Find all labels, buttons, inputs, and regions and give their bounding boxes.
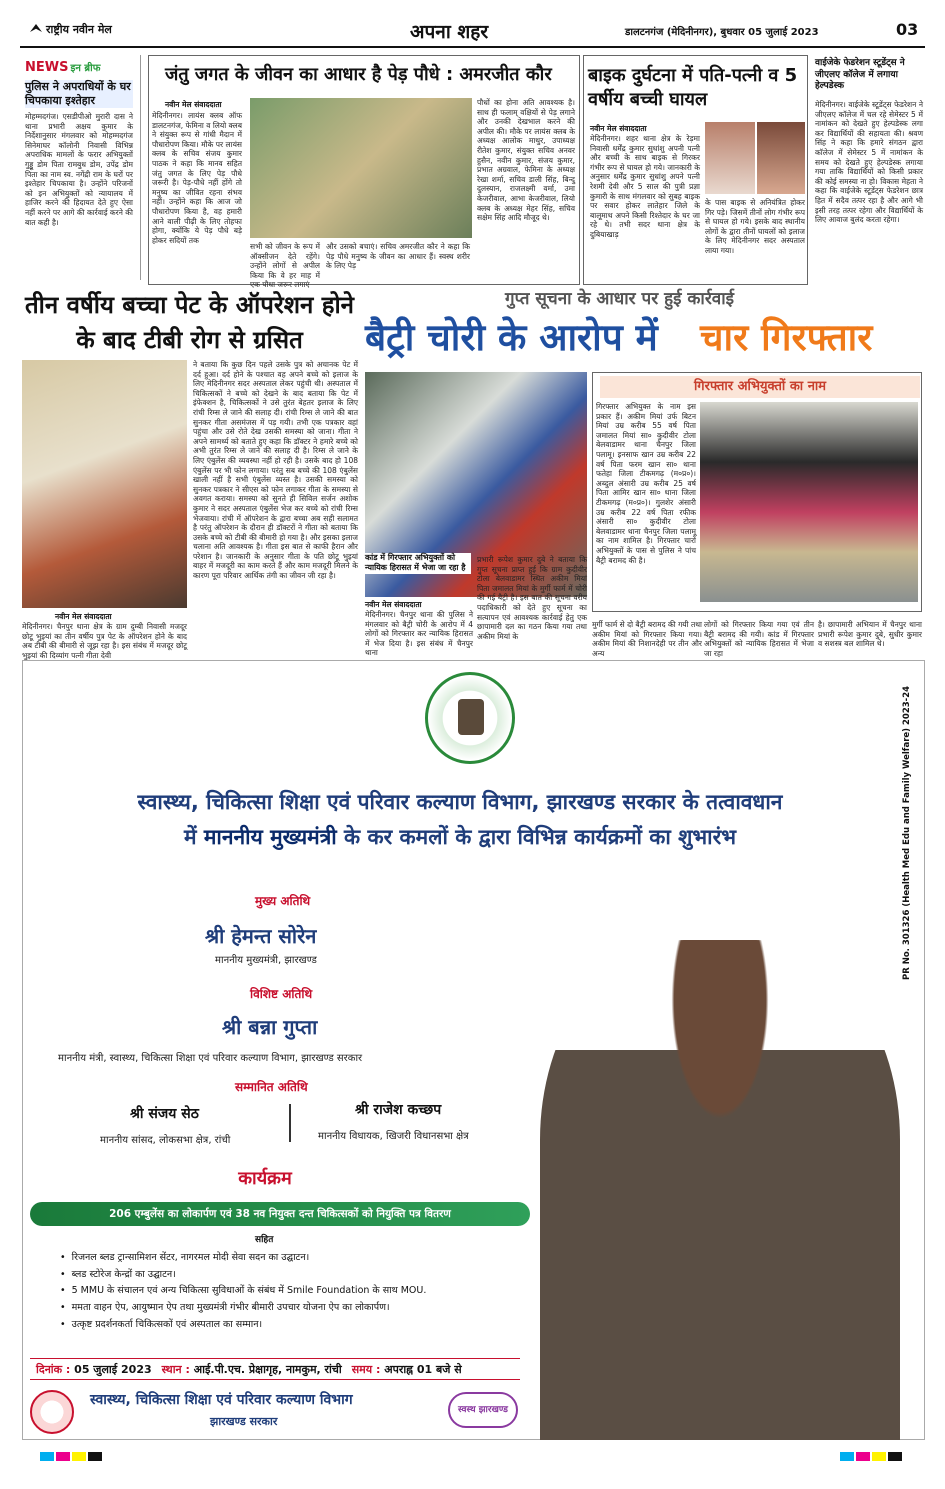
story-helpdesk-body: मेदिनीनगर। वाईजेके स्टूडेंट्स फेडरेशन ने जीएलए कॉलेज में चल रहे सेमेस्टर 5 में नामांकन को देखते हुए हेल्पडेस्क लगा कर विद्यार्थियों की सहायता की। श्रवण सिंह ने कहा कि हमारे संगठन द्वारा कॉलेज में सेमेस्टर 5 में नामांकन के समय को देखते हुए हेल्पडेस्क लगाया गया ताकि विद्यार्थियों को किसी प्रकार की कोई समस्या ना हो। विकास मेहता ने कहा कि वाईजेके स्टूडेंट्स फेडरेशन छात्र हित में सदैव तत्पर रहा है और आगे भी इसी तरह तत्पर रहेगा और विद्यार्थियों के लिए आवाज बुलंद करता रहेगा।: [815, 100, 923, 225]
program-item: • ममता वाहन ऐप, आयुष्मान ऐप तथा मुख्यमंत्री गंभीर बीमारी उपचार योजना ऐप का लोकार्पण।: [60, 1300, 580, 1317]
story-battery-col1: मेदिनीनगर। चैनपुर थाना की पुलिस ने मंगलवार को बैट्री चोरी के आरोप में 4 लोगों को गिरफ्तार कर न्यायिक हिरासत में भेज दिया है। इस संबंध में चैनपुर थाना: [365, 610, 473, 658]
paper-name: राष्ट्रीय नवीन मेल: [46, 23, 112, 36]
story-trees-col3: और उसको बचाएं। सचिव अमरजीत कौर ने कहा कि पेड़ पौधे मनुष्य के जीवन का आधार हैं। स्वस्थ शरीर के लिए पेड़: [326, 242, 470, 271]
story-battery-col5: है। छापामारी अभियान में चैनपुर थाना प्रभारी रूपेश कुमार दुबे, सुधीर कुमार व सशस्त्र बल शामिल थे।: [818, 620, 922, 649]
chief-guest-name: श्री हेमन्त सोरेन: [205, 924, 317, 948]
story-tb-body: ने बताया कि कुछ दिन पहले उसके पुत्र को अचानक पेट में दर्द हुआ। दर्द होने के पश्चात वह अपने बच्चे को इलाज के लिए मेदिनीनगर सदर अस्पताल लेकर पहुंची थी। अस्पताल में चिकित्सकों ने बच्चे को देखने के बाद बताया कि पेट में इंफेक्शन है, चिकित्सकों ने उसे तुरंत बेहतर इलाज के लिए रांची रिम्स ले जाने की सलाह दी। रांची रिम्स ले जाने की बात सुनकर गीता असमंजस में पड़ गयी। तभी एक पत्रकार वहां पहुंचा और उसे रोते देख उसकी समस्या को जाना। गीता ने अपने सामर्थ्य को बताते हुए कहा कि डॉक्टर ने हमारे बच्चे को अभी तुरंत रिम्स ले जाने की सलाह दी है। रिम्स ले जाने के लिए एंबुलेंस की व्यवस्था नहीं हो रही है। उसके बाद हो 108 एंबुलेंस पर भी फोन लगाया। परंतु सब बच्चे की 108 एंबुलेंस खाली नहीं है सभी एंबुलेंस व्यस्त है। उसकी समस्या को सुनकर पत्रकार ने सीएस को फोन लगाकर गीता के समस्या से अवगत कराया। समस्या को सुनते ही सिविल सर्जन अशोक कुमार ने सदर अस्पताल एंबुलेंस भेज कर बच्चे को रांची रिम्स भेजवाया। रांची में ऑपरेशन के द्वारा बच्चा अब सही सलामत है परंतु ऑपरेशन के दौरान ही डॉक्टरों ने गीता को बताया कि उसके बच्चे को टीबी की बीमारी हो गया है। और इसका इलाज चलाना अति आवश्यक है। गीता इस बात से काफी हैरान और परेशान है। जानकारी के अनुसार गीता के पति छोटू भुइयां बाहर में मजदूरी का काम करते हैं और काम मजदूरी मिलने के कारण पूरा परिवार आर्थिक तंगी का जीवन जी रहा है।: [193, 360, 358, 581]
program-item-list: [60, 1250, 580, 1333]
footer-government: झारखण्ड सरकार: [210, 1415, 278, 1428]
honored-guest-2-title: माननीय विधायक, खिजरी विधानसभा क्षेत्र: [318, 1131, 469, 1142]
story-helpdesk-headline: वाईजेके फेडरेशन स्टूडेंट्स ने जीएलए कॉलेज में लगाया हेल्पडेस्क: [815, 58, 905, 92]
program-item: • 5 MMU के संचालन एवं अन्य चिकित्सा सुविधाओं के संबंध में Smile Foundation के साथ MOU.: [60, 1283, 580, 1300]
ad-title-line1: स्वास्थ्य, चिकित्सा शिक्षा एवं परिवार कल्याण विभाग, झारखण्ड सरकार के तत्वावधान: [137, 790, 783, 814]
program-with-label: सहित: [255, 1235, 274, 1245]
story-bike-headline: बाइक दुर्घटना में पति-पत्नी व 5 वर्षीय बच्ची घायल: [588, 65, 798, 111]
guest-divider: [289, 1104, 291, 1142]
pr-number: PR No. 301326 (Health Med Edu and Family Welfare) 2023-24: [902, 685, 912, 980]
mother-child-photo: [22, 360, 187, 608]
program-main-banner: 206 एम्बुलेंस का लोकार्पण एवं 38 नव नियुक्त दन्त चिकित्सकों को नियुक्ति पत्र वितरण: [30, 1202, 530, 1226]
story-trees-col4: पौधों का होना अति आवश्यक है। साथ ही फलाम् वक्षियों से पेड़ लगाने और उनकी देखभाल करने की अपील की। मौके पर लायंस क्लब के अध्यक्ष आलोक माथुर, उपाध्यक्ष रीतेश कुमार, संयुक्त सचिव अनवर हुसैन, नवीन कुमार, संजय कुमार, प्रभात अग्रवाल, फेमिना के अध्यक्ष रेखा शर्मा, सचिव डाली सिंह, बिन्दु दुलस्यान, राजलक्ष्मी वर्मा, उमा केजरीवाल, आभा केजरीवाल, लियो क्लब के अध्यक्ष मेहर सिंह, सचिव सक्षेम सिंह आदि मौजूद थे।: [477, 98, 575, 223]
date-value: 05 जुलाई 2023: [74, 1363, 152, 1376]
time-value: अपराह्न 01 बजे से: [384, 1363, 462, 1376]
story-tb-headline: तीन वर्षीय बच्चा पेट के ऑपरेशन होने के बाद टीबी रोग से ग्रसित: [25, 291, 354, 354]
registration-mark: [872, 1452, 886, 1461]
swasth-jharkhand-badge: स्वस्थ झारखण्ड: [448, 1392, 518, 1428]
chief-guest-label: मुख्य अतिथि: [255, 894, 311, 908]
accused-box-body: गिरफ्तार अभियुक्त के नाम इस प्रकार हैं। अकीम मियां उर्फ बिटन मियां उम्र करीब 55 वर्ष पिता जमालत मियां सा० कुदीवीर टोला बेलवाडामर थाना चैनपुर जिला पलामू। इनसाफ खान उम्र करीब 22 वर्ष पिता फरम खान सा० थाना फतेहा जिला टीकमगढ़ (म०प्र०)। अब्दुल अंसारी उम्र करीब 25 वर्ष पिता आमिर खान सा० थाना जिला टीकमगढ़ (म०प्र०)। गुलशेर अंसारी उम्र करीब 22 वर्ष पिता रफीक अंसारी सा० कुदीवीर टोला बेलवाडामर थाना चैनपुर जिला पलामू का नाम शामिल है। गिरफ्तार चारों अभियुक्तों के पास से पुलिस ने पांच बैट्री बरामद की है।: [596, 402, 696, 565]
news-tag-text: NEWS: [25, 60, 69, 75]
injured-child-photo: [705, 122, 755, 194]
program-item: • उत्कृष्ट प्रदर्शनकर्ता चिकित्सकों एवं अस्पताल का सम्मान।: [60, 1317, 580, 1334]
honored-guest-label: सम्मानित अतिथि: [235, 1080, 308, 1094]
story-battery-byline: नवीन मेल संवाददाता: [365, 600, 422, 609]
story-battery-kicker: गुप्त सूचना के आधार पर हुई कार्रवाई: [505, 289, 734, 309]
registration-mark: [40, 1452, 54, 1461]
accused-box-title: गिरफ्तार अभियुक्तों का नाम: [600, 376, 920, 398]
place-value: आई.पी.एच. प्रेक्षागृह, नामकुम, रांची: [193, 1363, 342, 1376]
ad-title: [30, 785, 890, 854]
special-guest-title: माननीय मंत्री, स्वास्थ्य, चिकित्सा शिक्षा एवं परिवार कल्याण विभाग, झारखण्ड सरकार: [58, 1053, 363, 1064]
registration-mark: [88, 1452, 102, 1461]
special-guest-label: विशिष्ट अतिथि: [250, 987, 313, 1001]
page-number: 03: [896, 20, 919, 39]
program-item: • रिजनल ब्लड ट्रान्सामिशन सेंटर, नागरमल मोदी सेवा सदन का उद्घाटन।: [60, 1250, 580, 1267]
story-bike-body2: के पास बाइक से अनियंत्रित होकर गिर पड़े। जिसमें तीनों लोग गंभीर रूप से घायल हो गये। इसके बाद स्थानीय लोगों के द्वारा तीनों घायलों को इलाज के लिए मेदिनीनगर सदर अस्पताल लाया गया।: [705, 198, 805, 255]
registration-mark: [72, 1452, 86, 1461]
registration-mark: [888, 1452, 902, 1461]
chief-minister-portrait: [540, 940, 900, 1440]
registration-mark: [56, 1452, 70, 1461]
bird-logo-icon: [30, 24, 42, 32]
news-brief-tag: [25, 60, 100, 75]
story-trees-col2: सभी को जीवन के रूप में ऑक्सीजन देते रहेंगे। उन्होंने लोगों से अपील किया कि वे हर माह में एक पौधा जरूर लगाएं: [250, 242, 320, 290]
date-key: दिनांक :: [36, 1363, 71, 1376]
honored-guest-2-name: श्री राजेश कच्छप: [355, 1102, 442, 1118]
story-battery-headline-a: बैट्री चोरी के आरोप में: [365, 316, 658, 359]
chief-guest-title: माननीय मुख्यमंत्री, झारखण्ड: [215, 955, 317, 966]
footer-department: स्वास्थ्य, चिकित्सा शिक्षा एवं परिवार कल्याण विभाग: [90, 1392, 353, 1408]
registration-mark: [840, 1452, 854, 1461]
story-bike-body: मेदिनीनगर। शहर थाना क्षेत्र के रेड़मा निवासी धर्मेंद्र कुमार सुधांशु अपनी पत्नी और बच्ची के साथ बाइक से गिरकर गंभीर रूप से घायल हो गये। जानकारी के अनुसार धर्मेंद्र कुमार सुधांशु अपने पत्नी रेशमी देवी और 5 साल की पुत्री प्रज्ञा कुमारी के साथ मंगलवार को सुबह बाइक पर सवार होकर लातेहार जिले के बालूमाथ अपने किसी रिश्तेदार के घर जा रहे थे। तभी सदर थाना क्षेत्र के दुबियाखाड़: [590, 134, 700, 239]
dateline: डालटनगंज (मेदिनीनगर), बुधवार 05 जुलाई 2023: [625, 27, 819, 38]
event-details-bar: [30, 1358, 520, 1380]
special-guest-name: श्री बन्ना गुप्ता: [222, 1015, 318, 1039]
story-trees-byline: नवीन मेल संवाददाता: [165, 100, 222, 109]
brief-body: मोहम्मदगंज। एसडीपीओ मुरारी दास ने थाना प्रभारी अक्षय कुमार के निर्देशानुसार मंगलवार को मोहम्मदगंज सिनेमाघर कॉलोनी निवासी विभिन्न अपराधिक मामलों के फरार अभियुक्तों गुड्डू डोम पिता रामबुध डोम, उपेंद्र डोम पिता का नाम स्व. नगेंद्री राम के घरों पर इश्तेहार चिपकाया है। उन्होंने परिजनों को इन अभियुक्तों को न्यायालय में हाजिर करने की हिदायत देते हुए ऐसा नहीं करने पर आगे की कार्रवाई करने की बात कही है।: [25, 112, 133, 227]
nhm-logo-icon: [30, 1390, 74, 1434]
story-battery-headline-b: चार गिरफ्तार: [700, 316, 873, 359]
ad-title-part-a: में: [184, 824, 197, 849]
column-divider: [140, 55, 141, 280]
story-battery-col2: प्रभारी रूपेश कुमार दुबे ने बताया कि गुप्त सूचना प्राप्त हुई कि ग्राम कुदीवीर टोला बेलवाडामर स्थित अकीम मियां पिता जमालत मियां के मुर्गी फार्म में चोरी की गई बैट्री है। इस बात की सूचना वरीय पदाधिकारी को देते हुए सूचना का सत्यापन एवं आवश्यक कार्रवाई हेतु एक छापामारी दल का गठन किया गया तथा अकीम मियां के: [477, 555, 587, 641]
honored-guest-1-title: माननीय सांसद, लोकसभा क्षेत्र, रांची: [100, 1135, 231, 1146]
tree-planting-photo: [250, 98, 472, 238]
news-tag-sub: इन ब्रीफ: [70, 63, 101, 74]
place-key: स्थान :: [161, 1363, 190, 1376]
story-trees-headline: जंतु जगत के जीवन का आधार है पेड़ पौधे : अमरजीत कौर: [165, 64, 552, 85]
brief-headline: पुलिस ने अपराधियों के घर चिपकाया इश्तेहार: [25, 80, 133, 108]
story-battery-col4: लोगों को गिरफ्तार किया गया एवं तीन बैट्री बरामद की गयी। कांड में गिरफ्तार अभियुक्तों को न्यायिक हिरासत में भेजा जा रहा: [704, 620, 814, 658]
honored-guest-1-name: श्री संजय सेठ: [130, 1106, 199, 1122]
story-bike-byline: नवीन मेल संवाददाता: [590, 124, 647, 133]
program-label: कार्यक्रम: [238, 1168, 292, 1189]
ad-title-part-c: के कर कमलों के द्वारा विभिन्न कार्यक्रमों का शुभारंभ: [344, 824, 736, 849]
registration-mark: [856, 1452, 870, 1461]
batteries-photo-caption: कांड में गिरफ्तार अभियुक्तों को न्यायिक हिरासत में भेजा जा रहा है: [365, 553, 471, 574]
ad-title-line2: [30, 820, 890, 855]
ad-title-part-b: माननीय मुख्यमंत्री: [203, 824, 337, 849]
arrested-men-photo: [700, 402, 918, 602]
masthead-rule: [20, 46, 925, 48]
program-item: • ब्लड स्टोरेज केन्द्रों का उद्घाटन।: [60, 1267, 580, 1284]
story-battery-col3: मुर्गी फार्म से दो बैट्री बरामद की गयी तथा अकीम मियां को गिरफ्तार किया गया। अकीम मियां की निशानदेही पर तीन और अन्य: [592, 620, 702, 658]
jharkhand-emblem-icon: [425, 672, 515, 764]
story-tb-lead: मेदिनीनगर। चैनपुर थाना क्षेत्र के ग्राम दुम्बी निवासी मजदूर छोटू भुइयां का तीन वर्षीय पुत्र पेट के ऑपरेशन होने के बाद अब टीबी की बीमारी से जूझ रहा है। इस संबंध में मजदूर छोटू भुइयां की दिव्यांग पत्नी गीता देवी: [22, 622, 187, 660]
story-tb-byline: नवीन मेल संवाददाता: [55, 612, 112, 621]
story-trees-col1: मेदिनीनगर। लायंस क्लब ऑफ डालटनगंज, फेमिना व लियो क्लब ने संयुक्त रूप से गांधी मैदान में पौधारोपण किया। मौके पर लायंस क्लब के सचिव संजय कुमार पाठक ने कहा कि मानव सहित जंतु जगत के लिए पेड़ पौधे जरूरी है। पेड़-पौधे नहीं होंगे तो मनुष्य का जीवित रहना संभव नहीं। उन्होंने कहा कि आज जो पौधारोपण किया है, वह हमारी आने वाली पीढ़ी के लिए तोहफा होगा, क्योंकि ये पेड़ पौधे बड़े होकर सदियों तक: [152, 111, 242, 245]
time-key: समय :: [351, 1363, 381, 1376]
section-title: अपना शहर: [410, 21, 489, 43]
injured-woman-photo: [757, 122, 805, 194]
